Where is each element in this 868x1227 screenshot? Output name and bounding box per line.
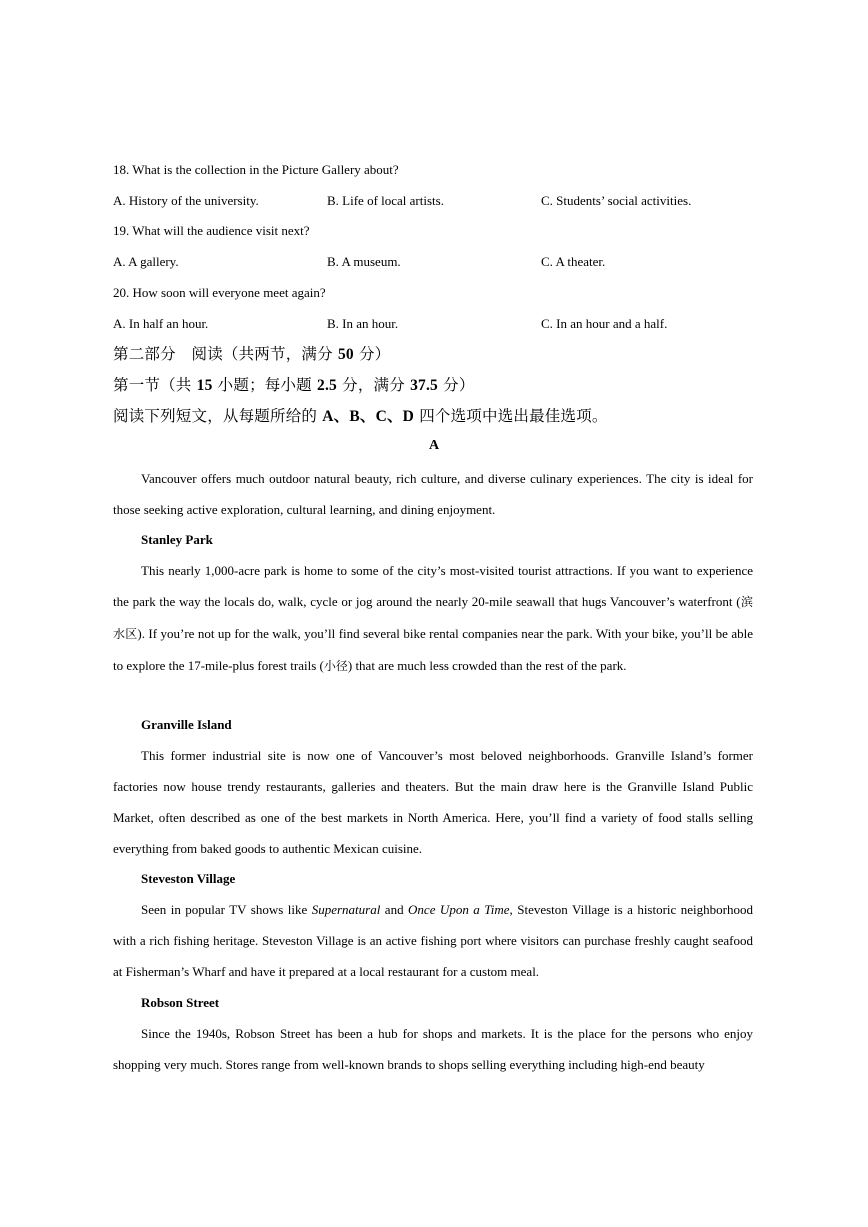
question-20-option-a: A. In half an hour.: [113, 316, 209, 331]
question-18-text: 18. What is the collection in the Picture Gallery about?: [113, 162, 399, 177]
question-20-option-c: C. In an hour and a half.: [541, 316, 668, 331]
question-19-option-b: B. A museum.: [327, 254, 401, 269]
paragraph-steveston-village: Seen in popular TV shows like Supernatural and Once Upon a Time, Steveston Village is a historic neighborhood with a rich fishing heritage. Steveston Village is an active fishing port where visitors can purchase freshly caught seafood at Fisherman’s Wharf and have it prepared at a local restaurant for a custom meal.: [113, 902, 753, 979]
paragraph-granville-island: This former industrial site is now one of Vancouver’s most beloved neighborhoods. Granville Island’s former factories now house trendy restaurants, galleries and theaters. But the main draw here is the Granville Island Public Market, often described as one of the best markets in North America. Here, you’ll find a variety of food stalls selling everything from baked goods to authentic Mexican cuisine.: [113, 748, 753, 856]
instruction-text: 阅读下列短文，从每题所给的 A、B、C、D 四个选项中选出最佳选项。: [113, 407, 608, 425]
paragraph-stanley-park: This nearly 1,000-acre park is home to some of the city’s most-visited tourist attractions. If you want to experience the park the way the locals do, walk, cycle or jog around the nearly 20-mile seawall that hugs Vancouver’s waterfront (滨水区). If you’re not up for the walk, you’ll find several bike rental companies near the park. With your bike, you’ll be able to explore the 17-mile-plus forest trails (小径) that are much less crowded than the rest of the park.: [113, 563, 753, 673]
question-19-option-c: C. A theater.: [541, 254, 606, 269]
heading-granville-island: Granville Island: [141, 717, 232, 732]
question-20-text: 20. How soon will everyone meet again?: [113, 285, 326, 300]
heading-robson-street: Robson Street: [141, 995, 220, 1010]
heading-stanley-park: Stanley Park: [141, 532, 213, 547]
section-one-title: 第一节（共 15 小题；每小题 2.5 分，满分 37.5 分）: [113, 376, 475, 394]
part-two-title: 第二部分 阅读（共两节，满分 50 分）: [113, 345, 391, 363]
heading-steveston-village: Steveston Village: [141, 871, 236, 886]
question-19-text: 19. What will the audience visit next?: [113, 223, 310, 238]
paragraph-robson-street: Since the 1940s, Robson Street has been a hub for shops and markets. It is the place for the persons who enjoy shopping very much. Stores range from well-known brands to shops selling everything including high-end beauty: [113, 1026, 753, 1072]
passage-letter: A: [428, 438, 440, 453]
question-18-option-a: A. History of the university.: [113, 193, 259, 208]
question-20-option-b: B. In an hour.: [327, 316, 399, 331]
question-19-option-a: A. A gallery.: [113, 254, 179, 269]
question-18-option-c: C. Students’ social activities.: [541, 193, 692, 208]
passage-intro: Vancouver offers much outdoor natural beauty, rich culture, and diverse culinary experiences. The city is ideal for those seeking active exploration, cultural learning, and dining enjoyment.: [113, 471, 753, 517]
question-18-option-b: B. Life of local artists.: [327, 193, 444, 208]
